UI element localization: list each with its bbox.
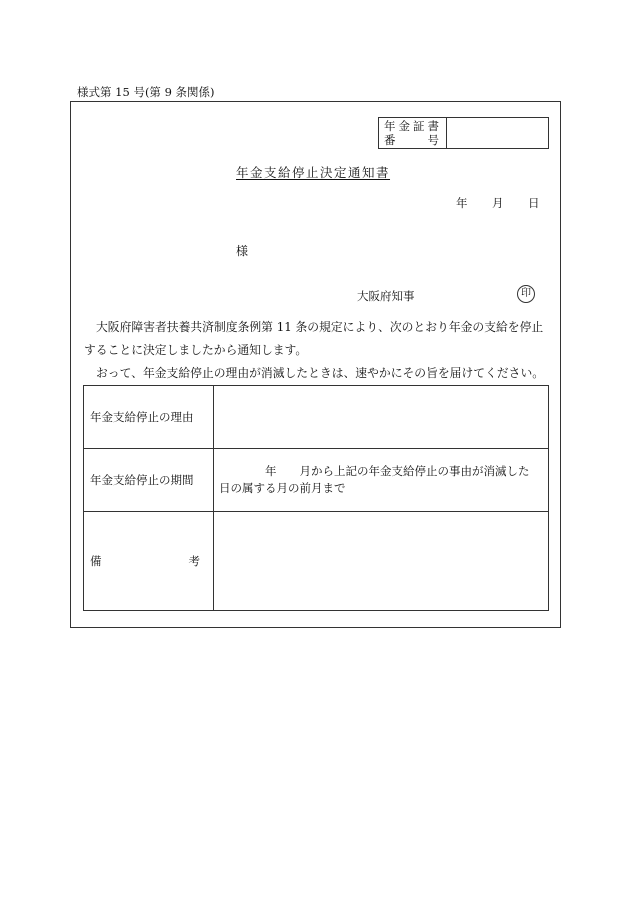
suspension-details-table bbox=[83, 385, 549, 611]
date-year: 年 bbox=[456, 196, 468, 210]
form-number: 様式第 15 号(第 9 条関係) bbox=[77, 85, 215, 99]
date-month: 月 bbox=[492, 196, 504, 210]
table-row-period bbox=[84, 449, 549, 512]
period-label: 年金支給停止の期間 bbox=[84, 449, 214, 512]
reason-label: 年金支給停止の理由 bbox=[84, 386, 214, 449]
certificate-label-go: 号 bbox=[427, 133, 439, 147]
remarks-label-bi: 備 bbox=[90, 554, 102, 568]
body-line-3: おって、年金支給停止の理由が消滅したときは、速やかにその旨を届けてください。 bbox=[96, 366, 545, 380]
certificate-label bbox=[379, 118, 447, 148]
period-text bbox=[214, 463, 548, 497]
reason-value bbox=[214, 386, 549, 449]
period-line-1: 年 月から上記の年金支給停止の事由が消滅した bbox=[265, 464, 530, 478]
remarks-label-kou: 考 bbox=[188, 554, 200, 568]
seal-mark: 印 bbox=[517, 285, 535, 303]
date-day: 日 bbox=[528, 196, 540, 210]
certificate-label-line1: 年金証書 bbox=[384, 119, 442, 133]
addressee-suffix: 様 bbox=[236, 244, 249, 258]
body-line-2: することに決定しましたから通知します。 bbox=[84, 343, 308, 357]
remarks-label bbox=[84, 512, 214, 611]
remarks-value bbox=[214, 512, 549, 611]
certificate-label-ban: 番 bbox=[384, 133, 396, 147]
period-line-2: 日の属する月の前月まで bbox=[219, 481, 346, 495]
period-value bbox=[214, 449, 549, 512]
body-line-1: 大阪府障害者扶養共済制度条例第 11 条の規定により、次のとおり年金の支給を停止 bbox=[96, 320, 544, 334]
table-row-remarks bbox=[84, 512, 549, 611]
issuer-name: 大阪府知事 bbox=[357, 289, 415, 303]
certificate-label-line2 bbox=[384, 133, 439, 147]
table-row-reason bbox=[84, 386, 549, 449]
pension-certificate-number-box bbox=[378, 117, 549, 149]
document-title: 年金支給停止決定通知書 bbox=[236, 165, 391, 180]
